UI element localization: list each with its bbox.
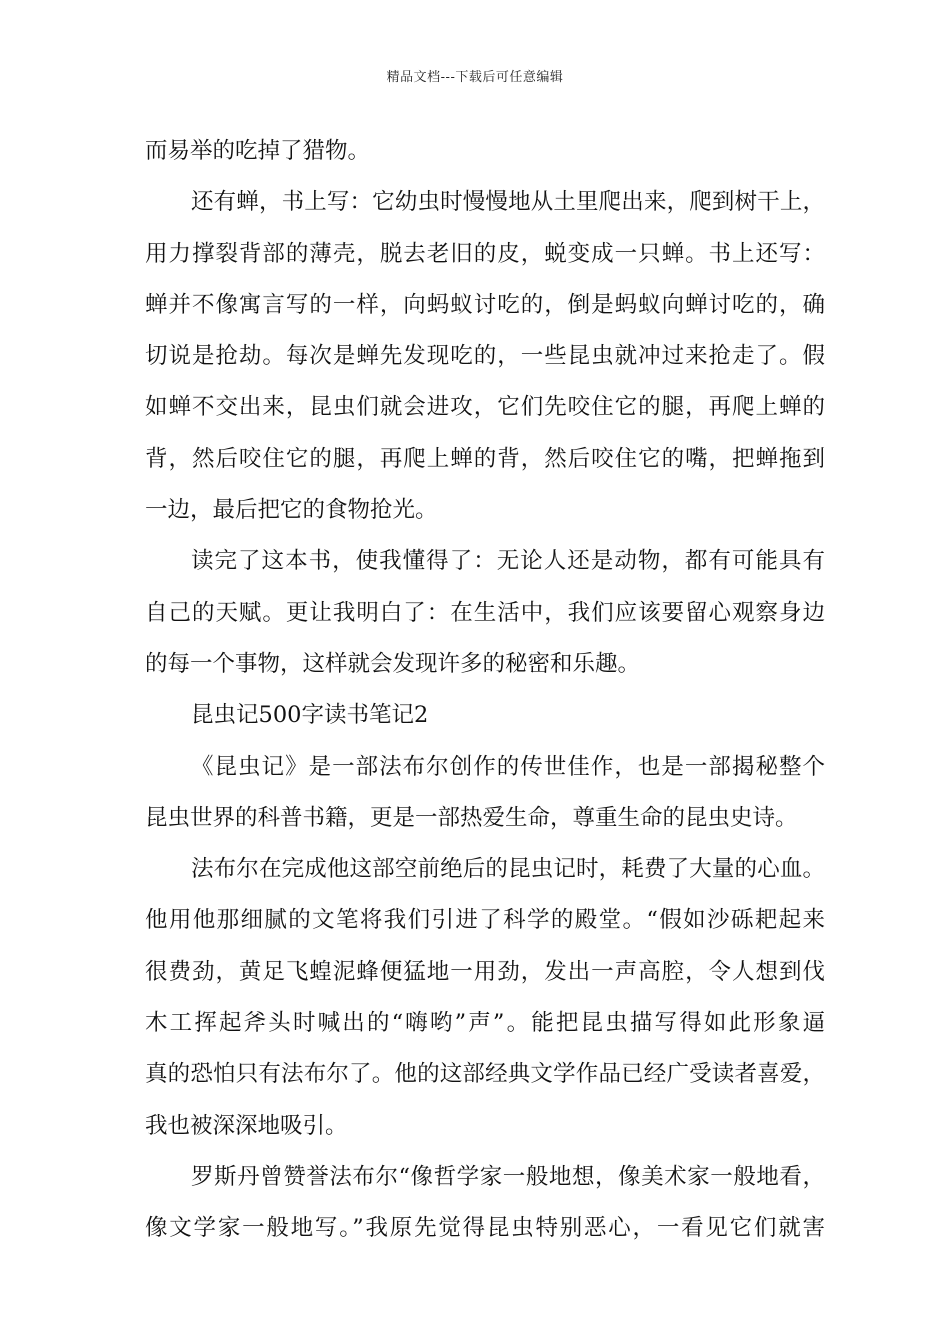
text-line: 切说是抢劫。每次是蝉先发现吃的，一些昆虫就冲过来抢走了。假 (145, 343, 825, 370)
text-line: 如蝉不交出来，昆虫们就会进攻，它们先咬住它的腿，再爬上蝉的 (145, 394, 825, 421)
document-body (145, 128, 825, 1257)
text-line: 很费劲，黄足飞蝗泥蜂便猛地一用劲，发出一声高腔，令人想到伐 (145, 958, 825, 985)
text-line: 他用他那细腻的文笔将我们引进了科学的殿堂。“假如沙砾耙起来 (145, 907, 825, 934)
text-line: 木工挥起斧头时喊出的“嗨哟”声”。能把昆虫描写得如此形象逼 (145, 1010, 825, 1037)
text-line: 一边，最后把它的食物抢光。 (145, 497, 438, 524)
text-line: 罗斯丹曾赞誉法布尔“像哲学家一般地想，像美术家一般地看， (191, 1163, 825, 1190)
text-line: 还有蝉，书上写：它幼虫时慢慢地从土里爬出来，爬到树干上， (191, 189, 825, 216)
text-line: 的每一个事物，这样就会发现许多的秘密和乐趣。 (145, 650, 641, 677)
text-line: 我也被深深地吸引。 (145, 1112, 348, 1139)
text-line: 自己的天赋。更让我明白了：在生活中，我们应该要留心观察身边 (145, 599, 825, 626)
text-line: 昆虫记500字读书笔记2 (191, 702, 429, 729)
text-line: 法布尔在完成他这部空前绝后的昆虫记时，耗费了大量的心血。 (191, 856, 825, 883)
text-line: 用力撑裂背部的薄壳，脱去老旧的皮，蜕变成一只蝉。书上还写： (145, 240, 825, 267)
text-line: 真的恐怕只有法布尔了。他的这部经典文学作品已经广受读者喜爱， (145, 1061, 825, 1088)
text-line: 读完了这本书，使我懂得了：无论人还是动物，都有可能具有 (191, 548, 825, 575)
text-line: 昆虫世界的科普书籍，更是一部热爱生命，尊重生命的昆虫史诗。 (145, 804, 798, 831)
text-line: 而易举的吃掉了猎物。 (145, 138, 371, 164)
text-line: 蝉并不像寓言写的一样，向蚂蚁讨吃的，倒是蚂蚁向蝉讨吃的，确 (145, 291, 825, 318)
text-line: 像文学家一般地写。”我原先觉得昆虫特别恶心，一看见它们就害 (145, 1215, 825, 1242)
page-header: 精品文档---下载后可任意编辑 (386, 70, 564, 85)
text-line: 背，然后咬住它的腿，再爬上蝉的背，然后咬住它的嘴，把蝉拖到 (145, 445, 825, 472)
text-line: 《昆虫记》是一部法布尔创作的传世佳作，也是一部揭秘整个 (191, 753, 825, 780)
